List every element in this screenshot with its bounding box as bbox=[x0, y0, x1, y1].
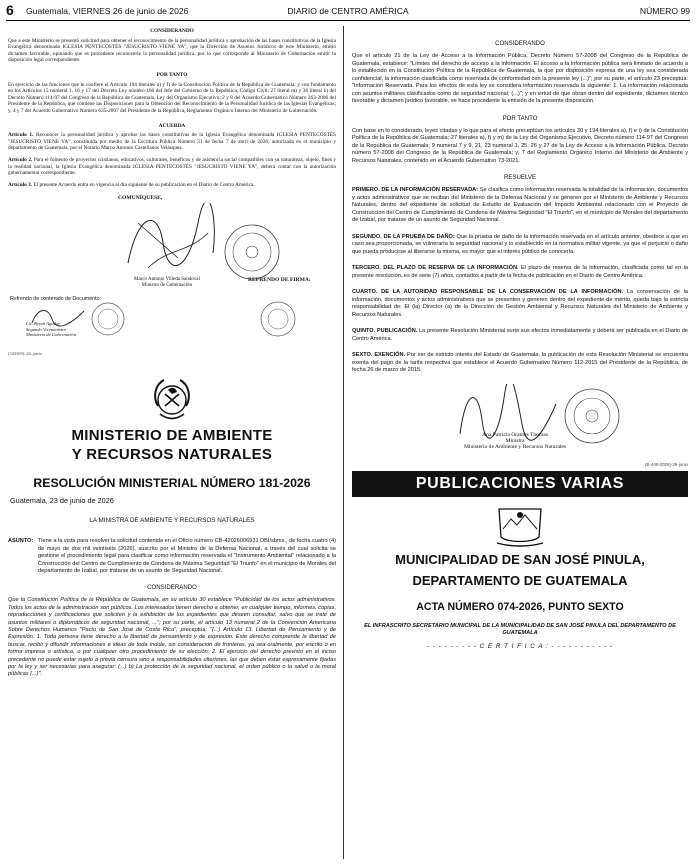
minister-name: Marco Antonio Villeda Sandoval bbox=[134, 277, 200, 283]
minister-block bbox=[134, 277, 200, 289]
resuelve-heading: RESUELVE bbox=[503, 174, 537, 181]
article-2 bbox=[8, 157, 336, 177]
vicemin-seal bbox=[90, 301, 126, 337]
infrascrito-text: EL INFRASCRITO SECRETARIO MUNICIPAL DE LA MUNICIPALIDAD DE SAN JOSÉ PINULA DEL DEPARTAMENTO DE GUATEMALA bbox=[364, 622, 676, 636]
left-column bbox=[8, 26, 336, 863]
acta-number: ACTA NÚMERO 074-2026, PUNTO SEXTO bbox=[416, 600, 624, 613]
right-column bbox=[352, 26, 688, 863]
segundo-label: SEGUNDO. DE LA PRUEBA DE DAÑO: bbox=[352, 233, 455, 240]
segundo-text: Que la prueba de daño de la información reservada en el artículo anterior, obedece a que en caso sea proporcionada, se vulneraría la seguridad nacional y lo establecido en la normativa militar vigente, ya que el perjuicio o daño que pueda producirse al liberarse la misma, es mayor que el interés público de conocerla. bbox=[352, 233, 688, 255]
minister-signature bbox=[118, 203, 228, 275]
right-considerando-text: Que el artículo 21 de la Ley de Acceso a la Información Pública, Decreto Número 57-2008 del Congreso de la República de Guatemala, establece: "Límites del derecho de acceso a la información. El acceso a la información pública será limitado de acuerdo a lo establecido en la Constitución Política de la República de Guatemala, la que por disposición expresa de una ley sea considerada confidencial, la información clasificada como reservada de conformidad con la presente ley (...)"; por su parte, el artículo 23 preceptúa: "Información Reservada. Para los efectos de esta ley se considera información reservada la siguiente: 1. La información relacionada con asuntos militares clasificados como de seguridad nacional; (...)"; y en virtud de que obran dentro del expediente, dictamen técnico favorable y dictamen jurídico favorable, se hace procedente la emisión de la presente disposición. bbox=[352, 53, 688, 104]
portanto-text: En ejercicio de las funciones que le confiere el Artículo 194 literales a) y f) de la Constitución Política de la República de Guatemala; y con fundamento en los Artículos 15 numeral 1, 16 y 17 del Decreto Ley número 106 del Jefe del Gobierno de la República, Código Civil; 27 literal m) y 36 literal b) del Decreto Número 114-97 del Congreso de la República de Guatemala, Ley del Organismo Ejecutivo; 2 y 8 del Acuerdo Gubernativo Número 263-2006 del Presidente de la República, que contiene las Disposiciones para la Obtención del Reconocimiento de la Personalidad Jurídica de las Iglesias Evangélicas; y, 4 y 7 del Acuerdo Gubernativo Número 635-2007 del Presidente de la República, Reglamento Orgánico Interno del Ministerio de Gobernación. bbox=[8, 81, 336, 114]
sexto-label: SEXTO. EXENCIÓN. bbox=[352, 352, 406, 358]
primero-text: Se clasifica como información reservada la totalidad de la información, documentos y actos administrativos que se reciban del Ministerio de la Defensa Nacional y se generen por el Ministerio de Ambiente y Recursos Naturales, dentro del expediente de solicitud de Estudio de Evaluación del Impacto Ambiental relacionado con el Proyecto de Construcción del Centro de Cumplimiento de Condena de Máxima Seguridad "El Triunfo", en el municipio de Morales del departamento de Izabal, por tratarse de un asunto de Seguridad Nacional. bbox=[352, 187, 688, 223]
minister-title: Ministro de Gobernación bbox=[141, 283, 193, 289]
sexto-text: Por ser de estricto interés del Estado de Guatemala, la publicación de esta Resolución Ministerial se encuentra exenta del pago de la tarifa respectiva que establece el Acuerdo Gubernativo Número 112-2015 del Presidente de la República, de fecha 26 de marzo de 2015. bbox=[352, 352, 688, 373]
tercero-label: TERCERO. DEL PLAZO DE RESERVA DE LA INFORMACIÓN. bbox=[352, 265, 519, 271]
minister-line: LA MINISTRA DE AMBIENTE Y RECURSOS NATURALES bbox=[89, 517, 255, 525]
resuelve-sexto bbox=[352, 352, 688, 375]
page-header bbox=[6, 4, 690, 21]
comuniquese: COMUNÍQUESE, bbox=[118, 195, 163, 202]
vicemin-title: Segundo Viceministro bbox=[26, 326, 66, 332]
vicemin-block bbox=[26, 321, 76, 337]
column-divider bbox=[343, 26, 344, 859]
page-number: 6 bbox=[6, 2, 14, 18]
ministra-block bbox=[450, 432, 580, 451]
quinto-text: La presente Resolución Ministerial surte sus efectos inmediatamente y deberá ser publicada en el Diario de Centro América. bbox=[352, 328, 688, 342]
place-date: Guatemala, 23 de junio de 2026 bbox=[10, 496, 114, 506]
asunto bbox=[8, 538, 336, 575]
vicemin-name: Lic. Byron Aguilar bbox=[26, 321, 61, 327]
article-1 bbox=[8, 132, 336, 152]
municipality-line-2: DEPARTAMENTO DE GUATEMALA bbox=[412, 572, 628, 588]
ministry-line-1: MINISTERIO DE AMBIENTE bbox=[71, 427, 273, 445]
resuelve-tercero bbox=[352, 265, 688, 280]
citation: (343369)–26–junio bbox=[8, 351, 42, 357]
right-citation: (E-440-2026)-26-junio bbox=[645, 461, 688, 467]
considerando-text: Que a este Ministerio se presentó solicitud para obtener el reconocimiento de la personalidad jurídica y aprobación de las bases constitutivas de la Iglesia Evangélica denominada IGLESIA PENTECOSTÉS "JESUCRISTO VIENE YA", que la Dirección de Asuntos Jurídicos de este Ministerio, emitió dictamen favorable, opinando que es procedente reconocerle la personalidad jurídica, por lo que corresponde al Ministerio de Gobernación emitir la disposición legal correspondiente. bbox=[8, 37, 336, 64]
resuelve-primero bbox=[352, 187, 688, 225]
resuelve-segundo bbox=[352, 234, 688, 257]
article-3-label: Artículo 3. bbox=[8, 181, 33, 188]
article-2-label: Artículo 2. bbox=[8, 156, 33, 163]
guatemala-coat-of-arms-icon bbox=[150, 376, 194, 422]
resolution-considerando-text: Que la Constitución Política de la República de Guatemala, en su artículo 30 establece "Publicidad de los actos administrativos. Todos los actos de la administración son públicos. Los interesados tienen derecho a obtener, en cualquier tiempo, informes, copias, reproducciones y certificaciones que soliciten y la exhibición de los expedientes que deseen consultar, salvo que se trate de asuntos militares o diplomáticos de seguridad nacional, ..."; por su parte, el artículo 13 numeral 2 de la Convención Americana Sobre Derechos Humanos "Pacto de San José de Costa Rica", preceptúa: "(...) Artículo 13. Libertad de Pensamiento y de Expresión. 1. Toda persona tiene derecho a la libertad de pensamiento y de expresión. Este derecho comprende la libertad de buscar, recibir y difundir informaciones e ideas de toda índole, sin consideración de fronteras, ya sea oralmente, por escrito o en forma impresa o artística, o por cualquier otro procedimiento de su elección. 2. El ejercicio del derecho previsto en el inciso precedente no puede estar sujeto a previa censura sino a responsabilidades ulteriores, las que deben estar expresamente fijadas por la ley y ser necesarias para asegurar: (...) b) La protección de la seguridad nacional, el orden público o la salud o la moral públicas (...)". bbox=[8, 597, 336, 678]
article-2-text: Para el fomento de proyectos cristianos, educativos, culturales, benéficos y de asistencia social compatibles con su naturaleza, objeto, fines y la realidad nacional, la Iglesia Evangélica denominada IGLESIA PENTECOSTÉS "JESUCRISTO VIENE YA", deberá contar con la autorización gubernamental correspondiente. bbox=[8, 156, 336, 177]
cuarto-label: CUARTO. DE LA AUTORIDAD RESPONSABLE DE LA CONSERVACIÓN DE LA INFORMACIÓN. bbox=[352, 289, 624, 295]
portanto-heading: POR TANTO bbox=[156, 71, 188, 78]
article-1-label: Artículo 1. bbox=[8, 132, 34, 139]
refrendo-seal bbox=[258, 299, 298, 339]
article-1-text: Reconocer la personalidad jurídica y aprobar las bases constitutivas de la Iglesia Evangélica denominada IGLESIA PENTECOSTÉS "JESUCRISTO VIENE YA", constituida por medio de la Escritura Pública Número 31 de fecha 7 de abril de 2026; autorizada en el municipio y departamento de Guatemala, por el Notario Marco Antonio Castellanos Velásquez. bbox=[8, 132, 336, 152]
acuerda-heading: ACUERDA bbox=[158, 122, 186, 129]
quinto-label: QUINTO. PUBLICACIÓN. bbox=[352, 328, 418, 334]
gobernacion-seal bbox=[223, 223, 281, 281]
ministry-line-2: Y RECURSOS NATURALES bbox=[71, 446, 273, 464]
asunto-text: Tiene a la vista para resolver la solicitud contenida en el Oficio número CB-42026006931 DBI/sbms., de fecha cuatro (4) de mayo de dos mil veintiséis (2026), suscrito por el Ministro de la Defensa Nacional, a través del cual solicita se gestione el procedimiento legal para clasificar como información reservada el "Instrumento Ambiental" relacionado a la Construcción del Centro de Cumplimiento de Condena de Máxima Seguridad "El Triunfo" en el municipio de Morales del departamento de Izabal, por tratarse de un asunto de Seguridad Nacional. bbox=[38, 538, 336, 574]
municipality-seal-icon bbox=[493, 503, 547, 547]
publicaciones-varias-band: PUBLICACIONES VARIAS bbox=[352, 471, 688, 497]
refrendo-contenido: Refrendo de contenido de Documento: bbox=[10, 296, 101, 303]
ministra-title: Ministra bbox=[505, 437, 525, 444]
issue-number: NÚMERO 99 bbox=[639, 6, 690, 16]
right-portanto-text: Con base en lo considerado, leyes citadas y lo que para el efecto preceptúan los artículos 30 y 194 literales a), f) e i) de la Constitución Política de la República de Guatemala; 27 literales a), f) y m) de la Ley del Organismo Ejecutivo, Decreto número 114-97 del Congreso de la República de Guatemala; 9 numeral 7 y 9, 21, 23 numeral 1, 25, 26 y 27 de la Ley de Acceso a la Información Pública, Decreto número 57-2008 del Congreso de la República de Guatemala; y, 7 del Reglamento Orgánico Interno del Ministerio de Ambiente y Recursos Naturales, contenido en el Acuerdo Gubernativo 73-2021. bbox=[352, 127, 688, 164]
certifica: - - - - - - - - - C E R T I F I C A : - - - - - - - - - - - bbox=[426, 642, 614, 650]
resolution-number: RESOLUCIÓN MINISTERIAL NÚMERO 181-2026 bbox=[33, 476, 311, 491]
resuelve-cuarto bbox=[352, 289, 688, 319]
date-line: Guatemala, VIERNES 26 de junio de 2026 bbox=[26, 6, 189, 16]
ministra-signature-area bbox=[352, 384, 688, 462]
cuarto-text: La conservación de la información, documentos y actos administrativos que se presenten y generen dentro del expediente de mérito, queda bajo la estricta responsabilidad de: El (la) Director (a) de la Dirección de Gestión Ambiental y Recursos Naturales del Ministerio de Ambiente y Recursos Naturales. bbox=[352, 289, 688, 318]
ministra-ministry: Ministerio de Ambiente y Recursos Naturales bbox=[463, 444, 567, 451]
right-portanto-heading: POR TANTO bbox=[502, 114, 538, 122]
signature-area bbox=[8, 193, 336, 345]
refrendo-label: REFRENDO DE FIRMA: bbox=[248, 277, 311, 284]
article-3-text: El presente Acuerdo entra en vigencia al día siguiente de su publicación en el Diario de Centro América. bbox=[33, 181, 255, 188]
considerando-heading: CONSIDERANDO bbox=[150, 28, 194, 34]
gobernacion-acuerdo bbox=[8, 28, 336, 356]
paper-name: DIARIO de CENTRO AMÉRICA bbox=[287, 6, 409, 16]
municipality-line-1: MUNICIPALIDAD DE SAN JOSÉ PINULA, bbox=[395, 551, 645, 567]
vicemin-ministry: Ministerio de Gobernación bbox=[26, 332, 77, 338]
resolution-considerando-heading: CONSIDERANDO bbox=[147, 584, 197, 592]
ministra-name: Ana Patricia Orantes Thomas bbox=[482, 431, 548, 438]
resuelve-quinto bbox=[352, 328, 688, 343]
article-3 bbox=[8, 182, 336, 189]
right-considerando-heading: CONSIDERANDO bbox=[495, 40, 545, 47]
tercero-text: El plazo de reserva de la información, clasificada como tal en la presente resolución, es de siete (7) años, contados a partir de la fecha de publicación en el Diario de Centro América. bbox=[352, 265, 688, 279]
primero-label: PRIMERO. DE LA INFORMACIÓN RESERVADA: bbox=[352, 187, 479, 193]
asunto-label: ASUNTO: bbox=[8, 538, 34, 545]
